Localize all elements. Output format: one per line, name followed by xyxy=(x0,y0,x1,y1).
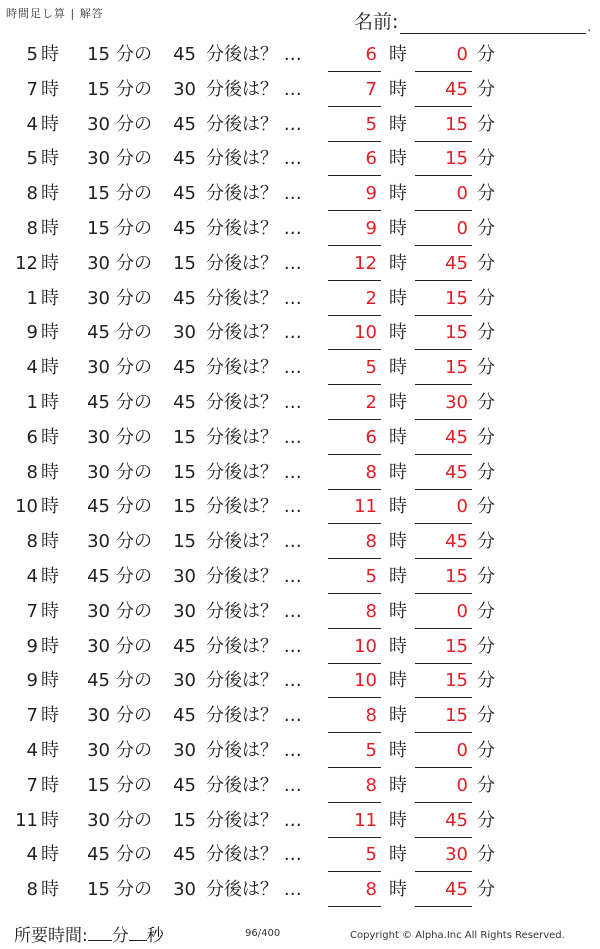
page-number: 96/400 xyxy=(245,928,281,939)
added-minutes: 45 xyxy=(173,287,196,309)
minute-of-label: 分の xyxy=(116,670,152,692)
after-label: 分後は？ … xyxy=(206,600,302,622)
answer-minute[interactable]: 45 xyxy=(415,249,472,281)
start-hour: 6 xyxy=(26,426,38,448)
minutes-unit: 分 xyxy=(111,926,129,946)
added-minutes: 45 xyxy=(173,217,196,239)
added-minutes: 15 xyxy=(173,252,196,274)
answer-hour-unit: 時 xyxy=(389,183,407,205)
start-minute: 15 xyxy=(87,879,110,901)
problem-row xyxy=(0,110,600,145)
answer-minute-unit: 分 xyxy=(477,391,495,413)
answer-minute[interactable]: 45 xyxy=(415,458,472,490)
added-minutes: 15 xyxy=(173,809,196,831)
elapsed-time-label: 所要時間: xyxy=(14,926,88,946)
answer-minute[interactable]: 45 xyxy=(415,806,472,838)
answer-hour-unit: 時 xyxy=(389,635,407,657)
hour-unit: 時 xyxy=(41,565,59,587)
minutes-blank[interactable] xyxy=(88,922,112,941)
seconds-blank[interactable] xyxy=(129,922,147,941)
answer-hour-unit: 時 xyxy=(389,426,407,448)
answer-hour[interactable]: 6 xyxy=(328,40,381,72)
answer-hour-unit: 時 xyxy=(389,600,407,622)
start-minute: 45 xyxy=(87,670,110,692)
answer-hour-unit: 時 xyxy=(389,217,407,239)
answer-minute[interactable]: 15 xyxy=(415,353,472,385)
answer-hour-unit: 時 xyxy=(389,44,407,65)
hour-unit: 時 xyxy=(41,739,59,761)
problem-row xyxy=(0,458,600,493)
answer-hour[interactable]: 7 xyxy=(328,75,381,107)
answer-minute-unit: 分 xyxy=(477,844,495,866)
answer-hour[interactable]: 8 xyxy=(328,458,381,490)
problem-row xyxy=(0,701,600,736)
answer-minute-unit: 分 xyxy=(477,635,495,657)
after-label: 分後は？ … xyxy=(206,565,302,587)
start-hour: 8 xyxy=(26,879,38,901)
answer-minute-unit: 分 xyxy=(477,531,495,553)
after-label: 分後は？ … xyxy=(206,183,302,205)
answer-hour-unit: 時 xyxy=(389,78,407,100)
minute-of-label: 分の xyxy=(116,705,152,727)
start-minute: 45 xyxy=(87,391,110,413)
hour-unit: 時 xyxy=(41,322,59,344)
answer-hour[interactable]: 9 xyxy=(328,179,381,211)
after-label: 分後は？ … xyxy=(206,635,302,657)
minute-of-label: 分の xyxy=(116,879,152,901)
minute-of-label: 分の xyxy=(116,183,152,205)
answer-hour-unit: 時 xyxy=(389,357,407,379)
minute-of-label: 分の xyxy=(116,565,152,587)
problem-row xyxy=(0,806,600,841)
answer-hour-unit: 時 xyxy=(389,391,407,413)
start-hour: 1 xyxy=(26,391,38,413)
hour-unit: 時 xyxy=(41,113,59,135)
minute-of-label: 分の xyxy=(116,44,152,65)
added-minutes: 45 xyxy=(173,391,196,413)
start-minute: 30 xyxy=(87,705,110,727)
problem-row xyxy=(0,771,600,806)
problem-row xyxy=(0,179,600,214)
worksheet-title: 時間足し算 | 解答 xyxy=(6,7,104,20)
start-minute: 30 xyxy=(87,113,110,135)
problem-row xyxy=(0,353,600,388)
seconds-unit: 秒 xyxy=(146,926,164,946)
answer-hour[interactable]: 10 xyxy=(328,318,381,350)
problem-row xyxy=(0,214,600,249)
answer-minute[interactable]: 0 xyxy=(415,771,472,803)
answer-minute[interactable]: 15 xyxy=(415,632,472,664)
start-hour: 7 xyxy=(26,774,38,796)
start-hour: 9 xyxy=(26,635,38,657)
added-minutes: 45 xyxy=(173,183,196,205)
answer-minute-unit: 分 xyxy=(477,44,495,65)
hour-unit: 時 xyxy=(41,183,59,205)
answer-minute[interactable]: 0 xyxy=(415,214,472,246)
answer-hour[interactable]: 5 xyxy=(328,353,381,385)
after-label: 分後は？ … xyxy=(206,252,302,274)
added-minutes: 45 xyxy=(173,357,196,379)
minute-of-label: 分の xyxy=(116,322,152,344)
hour-unit: 時 xyxy=(41,78,59,100)
problem-row xyxy=(0,388,600,423)
added-minutes: 30 xyxy=(173,565,196,587)
start-hour: 7 xyxy=(26,78,38,100)
answer-minute[interactable]: 30 xyxy=(415,840,472,872)
answer-minute[interactable]: 15 xyxy=(415,110,472,142)
answer-minute-unit: 分 xyxy=(477,879,495,901)
hour-unit: 時 xyxy=(41,44,59,65)
problem-row xyxy=(0,40,600,75)
name-field xyxy=(354,7,591,34)
answer-minute-unit: 分 xyxy=(477,113,495,135)
name-dot: . xyxy=(587,20,592,34)
answer-minute-unit: 分 xyxy=(477,217,495,239)
added-minutes: 15 xyxy=(173,496,196,518)
answer-hour-unit: 時 xyxy=(389,252,407,274)
hour-unit: 時 xyxy=(41,148,59,170)
added-minutes: 30 xyxy=(173,670,196,692)
after-label: 分後は？ … xyxy=(206,78,302,100)
answer-hour[interactable]: 12 xyxy=(328,249,381,281)
start-hour: 4 xyxy=(26,113,38,135)
answer-minute[interactable]: 45 xyxy=(415,875,472,907)
elapsed-time-field xyxy=(14,921,164,946)
added-minutes: 45 xyxy=(173,635,196,657)
answer-hour[interactable]: 2 xyxy=(328,388,381,420)
answer-hour-unit: 時 xyxy=(389,809,407,831)
answer-minute[interactable]: 0 xyxy=(415,597,472,629)
answer-minute[interactable]: 15 xyxy=(415,701,472,733)
hour-unit: 時 xyxy=(41,635,59,657)
start-hour: 4 xyxy=(26,844,38,866)
start-minute: 30 xyxy=(87,809,110,831)
problem-row xyxy=(0,284,600,319)
answer-hour-unit: 時 xyxy=(389,322,407,344)
added-minutes: 30 xyxy=(173,739,196,761)
problem-row xyxy=(0,840,600,875)
answer-hour-unit: 時 xyxy=(389,774,407,796)
start-minute: 45 xyxy=(87,844,110,866)
minute-of-label: 分の xyxy=(116,809,152,831)
answer-hour-unit: 時 xyxy=(389,531,407,553)
after-label: 分後は？ … xyxy=(206,148,302,170)
answer-minute-unit: 分 xyxy=(477,496,495,518)
start-hour: 7 xyxy=(26,705,38,727)
problem-row xyxy=(0,249,600,284)
problem-row xyxy=(0,736,600,771)
answer-hour[interactable]: 6 xyxy=(328,423,381,455)
answer-minute-unit: 分 xyxy=(477,670,495,692)
after-label: 分後は？ … xyxy=(206,44,302,65)
answer-hour-unit: 時 xyxy=(389,113,407,135)
start-hour: 9 xyxy=(26,670,38,692)
after-label: 分後は？ … xyxy=(206,809,302,831)
after-label: 分後は？ … xyxy=(206,670,302,692)
minute-of-label: 分の xyxy=(116,148,152,170)
minute-of-label: 分の xyxy=(116,844,152,866)
start-minute: 30 xyxy=(87,635,110,657)
after-label: 分後は？ … xyxy=(206,217,302,239)
start-minute: 30 xyxy=(87,461,110,483)
start-hour: 10 xyxy=(15,496,38,518)
added-minutes: 45 xyxy=(173,844,196,866)
answer-minute[interactable]: 45 xyxy=(415,75,472,107)
name-label: 名前: xyxy=(354,11,399,33)
start-hour: 8 xyxy=(26,183,38,205)
answer-hour[interactable]: 10 xyxy=(328,666,381,698)
start-minute: 30 xyxy=(87,600,110,622)
start-hour: 5 xyxy=(26,44,38,65)
start-minute: 30 xyxy=(87,739,110,761)
after-label: 分後は？ … xyxy=(206,531,302,553)
answer-minute[interactable]: 15 xyxy=(415,284,472,316)
start-minute: 30 xyxy=(87,287,110,309)
answer-hour[interactable]: 8 xyxy=(328,771,381,803)
added-minutes: 15 xyxy=(173,426,196,448)
answer-hour[interactable]: 5 xyxy=(328,736,381,768)
start-minute: 15 xyxy=(87,774,110,796)
answer-hour-unit: 時 xyxy=(389,879,407,901)
start-hour: 8 xyxy=(26,461,38,483)
answer-minute[interactable]: 30 xyxy=(415,388,472,420)
minute-of-label: 分の xyxy=(116,426,152,448)
start-hour: 5 xyxy=(26,148,38,170)
answer-hour-unit: 時 xyxy=(389,496,407,518)
start-minute: 30 xyxy=(87,357,110,379)
answer-minute-unit: 分 xyxy=(477,461,495,483)
added-minutes: 30 xyxy=(173,78,196,100)
start-hour: 8 xyxy=(26,531,38,553)
answer-minute-unit: 分 xyxy=(477,148,495,170)
after-label: 分後は？ … xyxy=(206,844,302,866)
answer-minute[interactable]: 0 xyxy=(415,179,472,211)
minute-of-label: 分の xyxy=(116,635,152,657)
copyright: Copyright © Alpha.Inc All Rights Reserved. xyxy=(350,930,565,941)
added-minutes: 30 xyxy=(173,879,196,901)
start-hour: 8 xyxy=(26,217,38,239)
hour-unit: 時 xyxy=(41,705,59,727)
after-label: 分後は？ … xyxy=(206,287,302,309)
hour-unit: 時 xyxy=(41,844,59,866)
answer-hour[interactable]: 11 xyxy=(328,492,381,524)
answer-hour[interactable]: 9 xyxy=(328,214,381,246)
answer-hour-unit: 時 xyxy=(389,739,407,761)
problem-row xyxy=(0,875,600,910)
answer-minute[interactable]: 15 xyxy=(415,318,472,350)
hour-unit: 時 xyxy=(41,357,59,379)
answer-hour[interactable]: 8 xyxy=(328,701,381,733)
added-minutes: 15 xyxy=(173,461,196,483)
hour-unit: 時 xyxy=(41,461,59,483)
problem-row xyxy=(0,597,600,632)
start-minute: 15 xyxy=(87,217,110,239)
start-hour: 1 xyxy=(26,287,38,309)
minute-of-label: 分の xyxy=(116,774,152,796)
after-label: 分後は？ … xyxy=(206,426,302,448)
answer-minute-unit: 分 xyxy=(477,252,495,274)
hour-unit: 時 xyxy=(41,879,59,901)
after-label: 分後は？ … xyxy=(206,879,302,901)
start-minute: 30 xyxy=(87,252,110,274)
answer-hour-unit: 時 xyxy=(389,287,407,309)
problem-row xyxy=(0,492,600,527)
answer-minute[interactable]: 0 xyxy=(415,40,472,72)
start-hour: 4 xyxy=(26,739,38,761)
added-minutes: 30 xyxy=(173,600,196,622)
answer-hour-unit: 時 xyxy=(389,148,407,170)
added-minutes: 45 xyxy=(173,705,196,727)
minute-of-label: 分の xyxy=(116,78,152,100)
minute-of-label: 分の xyxy=(116,496,152,518)
minute-of-label: 分の xyxy=(116,600,152,622)
answer-hour[interactable]: 8 xyxy=(328,597,381,629)
answer-hour-unit: 時 xyxy=(389,565,407,587)
start-minute: 30 xyxy=(87,426,110,448)
start-hour: 9 xyxy=(26,322,38,344)
problem-row xyxy=(0,666,600,701)
answer-minute-unit: 分 xyxy=(477,739,495,761)
problem-row xyxy=(0,423,600,458)
answer-minute-unit: 分 xyxy=(477,774,495,796)
answer-hour[interactable]: 2 xyxy=(328,284,381,316)
name-blank-line[interactable] xyxy=(400,13,586,34)
answer-hour[interactable]: 5 xyxy=(328,110,381,142)
problem-row xyxy=(0,144,600,179)
answer-hour-unit: 時 xyxy=(389,705,407,727)
minute-of-label: 分の xyxy=(116,217,152,239)
hour-unit: 時 xyxy=(41,670,59,692)
answer-minute[interactable]: 0 xyxy=(415,492,472,524)
added-minutes: 30 xyxy=(173,322,196,344)
minute-of-label: 分の xyxy=(116,252,152,274)
start-minute: 30 xyxy=(87,531,110,553)
hour-unit: 時 xyxy=(41,531,59,553)
answer-hour-unit: 時 xyxy=(389,670,407,692)
answer-minute-unit: 分 xyxy=(477,809,495,831)
start-minute: 30 xyxy=(87,148,110,170)
answer-minute-unit: 分 xyxy=(477,565,495,587)
start-hour: 12 xyxy=(15,252,38,274)
answer-minute[interactable]: 45 xyxy=(415,423,472,455)
start-minute: 15 xyxy=(87,78,110,100)
answer-hour-unit: 時 xyxy=(389,461,407,483)
answer-minute-unit: 分 xyxy=(477,322,495,344)
answer-minute[interactable]: 15 xyxy=(415,666,472,698)
minute-of-label: 分の xyxy=(116,531,152,553)
problem-list xyxy=(0,40,600,910)
added-minutes: 15 xyxy=(173,531,196,553)
after-label: 分後は？ … xyxy=(206,705,302,727)
answer-minute-unit: 分 xyxy=(477,426,495,448)
answer-minute[interactable]: 15 xyxy=(415,144,472,176)
answer-hour-unit: 時 xyxy=(389,844,407,866)
minute-of-label: 分の xyxy=(116,357,152,379)
answer-hour[interactable]: 8 xyxy=(328,527,381,559)
after-label: 分後は？ … xyxy=(206,496,302,518)
answer-minute-unit: 分 xyxy=(477,183,495,205)
answer-minute-unit: 分 xyxy=(477,600,495,622)
problem-row xyxy=(0,527,600,562)
added-minutes: 45 xyxy=(173,113,196,135)
answer-minute[interactable]: 0 xyxy=(415,736,472,768)
minute-of-label: 分の xyxy=(116,461,152,483)
answer-minute[interactable]: 15 xyxy=(415,562,472,594)
after-label: 分後は？ … xyxy=(206,322,302,344)
answer-minute-unit: 分 xyxy=(477,287,495,309)
answer-hour[interactable]: 5 xyxy=(328,840,381,872)
added-minutes: 45 xyxy=(173,774,196,796)
start-hour: 4 xyxy=(26,565,38,587)
minute-of-label: 分の xyxy=(116,739,152,761)
hour-unit: 時 xyxy=(41,600,59,622)
hour-unit: 時 xyxy=(41,252,59,274)
answer-minute[interactable]: 45 xyxy=(415,527,472,559)
minute-of-label: 分の xyxy=(116,391,152,413)
answer-hour[interactable]: 6 xyxy=(328,144,381,176)
after-label: 分後は？ … xyxy=(206,739,302,761)
hour-unit: 時 xyxy=(41,391,59,413)
after-label: 分後は？ … xyxy=(206,774,302,796)
hour-unit: 時 xyxy=(41,809,59,831)
added-minutes: 45 xyxy=(173,148,196,170)
hour-unit: 時 xyxy=(41,287,59,309)
start-minute: 45 xyxy=(87,565,110,587)
after-label: 分後は？ … xyxy=(206,113,302,135)
start-hour: 11 xyxy=(15,809,38,831)
hour-unit: 時 xyxy=(41,496,59,518)
answer-minute-unit: 分 xyxy=(477,78,495,100)
problem-row xyxy=(0,562,600,597)
hour-unit: 時 xyxy=(41,774,59,796)
start-minute: 45 xyxy=(87,322,110,344)
hour-unit: 時 xyxy=(41,217,59,239)
answer-minute-unit: 分 xyxy=(477,357,495,379)
minute-of-label: 分の xyxy=(116,287,152,309)
start-minute: 15 xyxy=(87,44,110,65)
answer-hour[interactable]: 8 xyxy=(328,875,381,907)
after-label: 分後は？ … xyxy=(206,461,302,483)
answer-hour[interactable]: 11 xyxy=(328,806,381,838)
answer-minute-unit: 分 xyxy=(477,705,495,727)
minute-of-label: 分の xyxy=(116,113,152,135)
after-label: 分後は？ … xyxy=(206,357,302,379)
start-hour: 4 xyxy=(26,357,38,379)
problem-row xyxy=(0,318,600,353)
start-minute: 45 xyxy=(87,496,110,518)
problem-row xyxy=(0,632,600,667)
added-minutes: 45 xyxy=(173,44,196,65)
answer-hour[interactable]: 5 xyxy=(328,562,381,594)
start-hour: 7 xyxy=(26,600,38,622)
answer-hour[interactable]: 10 xyxy=(328,632,381,664)
start-minute: 15 xyxy=(87,183,110,205)
hour-unit: 時 xyxy=(41,426,59,448)
problem-row xyxy=(0,75,600,110)
after-label: 分後は？ … xyxy=(206,391,302,413)
